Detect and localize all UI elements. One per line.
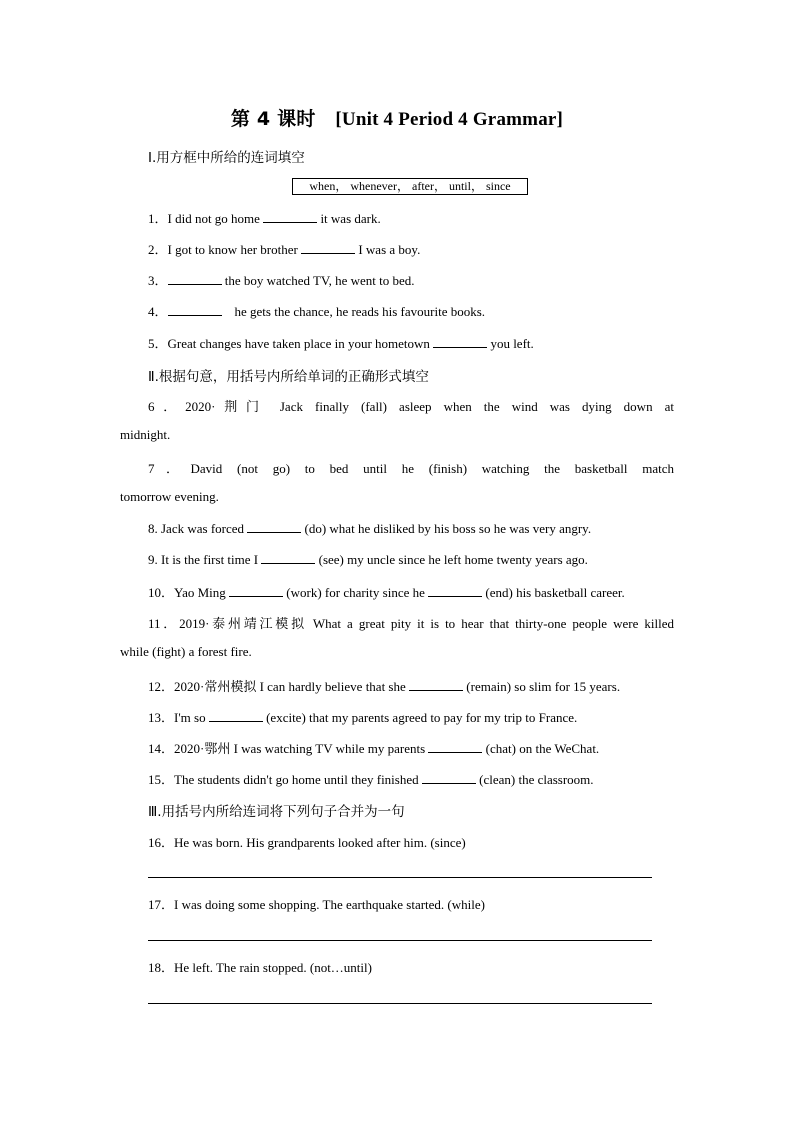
unit-label: [Unit 4 Period 4 Grammar]: [335, 109, 564, 130]
question-2: 2．I got to know her brother I was a boy.: [148, 242, 421, 257]
question-10: 10．Yao Ming (work) for charity since he (end) his basketball career.: [148, 585, 625, 600]
question-6: 6．2020·荆门 Jack finally (fall) asleep when the wind was dying down at: [148, 399, 674, 414]
answer-blank[interactable]: [261, 551, 315, 564]
question-8: 8. Jack was forced (do) what he disliked by his boss so he was very angry.: [148, 521, 592, 536]
answer-blank[interactable]: [428, 584, 482, 597]
answer-line-16[interactable]: [148, 877, 652, 878]
answer-blank[interactable]: [433, 335, 487, 348]
question-3: 3． the boy watched TV, he went to bed.: [148, 273, 415, 288]
question-6-continued: midnight.: [120, 427, 171, 442]
question-11-continued: while (fight) a forest fire.: [120, 644, 252, 659]
question-7: 7．David (not go) to bed until he (finish) watching the basketball match: [148, 461, 674, 476]
answer-blank[interactable]: [247, 520, 301, 533]
answer-blank[interactable]: [168, 303, 222, 316]
answer-line-17[interactable]: [148, 940, 652, 941]
question-14: 14．2020·鄂州 I was watching TV while my parents (chat) on the WeChat.: [148, 741, 600, 756]
question-1: 1．I did not go home it was dark.: [148, 211, 381, 226]
question-12: 12．2020·常州模拟 I can hardly believe that she (remain) so slim for 15 years.: [148, 679, 621, 694]
section-3-heading: Ⅲ.用括号内所给连词将下列句子合并为一句: [148, 804, 405, 820]
answer-blank[interactable]: [263, 210, 317, 223]
section-1-heading: Ⅰ.用方框中所给的连词填空: [148, 150, 305, 166]
lesson-label: 第 4 课时: [230, 108, 316, 130]
word-box: when， whenever， after， until， since: [292, 178, 528, 195]
question-15: 15．The students didn't go home until they finished (clean) the classroom.: [148, 772, 594, 787]
answer-blank[interactable]: [229, 584, 283, 597]
question-11: 11．2019·泰州靖江模拟 What a great pity it is to hear that thirty-one people were killed: [148, 616, 674, 631]
page-title: [0, 104, 794, 131]
answer-blank[interactable]: [428, 740, 482, 753]
question-13: 13．I'm so (excite) that my parents agreed to pay for my trip to France.: [148, 710, 578, 725]
answer-line-18[interactable]: [148, 1003, 652, 1004]
question-18: 18．He left. The rain stopped. (not…until): [148, 960, 372, 975]
answer-blank[interactable]: [168, 272, 222, 285]
question-7-continued: tomorrow evening.: [120, 489, 219, 504]
question-17: 17．I was doing some shopping. The earthquake started. (while): [148, 897, 485, 912]
section-2-heading: Ⅱ.根据句意，用括号内所给单词的正确形式填空: [148, 369, 429, 385]
question-4: 4． he gets the chance, he reads his favourite books.: [148, 304, 486, 319]
question-16: 16．He was born. His grandparents looked after him. (since): [148, 835, 466, 850]
answer-blank[interactable]: [422, 771, 476, 784]
answer-blank[interactable]: [209, 709, 263, 722]
question-9: 9. It is the first time I (see) my uncle since he left home twenty years ago.: [148, 552, 588, 567]
answer-blank[interactable]: [301, 241, 355, 254]
question-5: 5．Great changes have taken place in your hometown you left.: [148, 336, 534, 351]
answer-blank[interactable]: [409, 678, 463, 691]
